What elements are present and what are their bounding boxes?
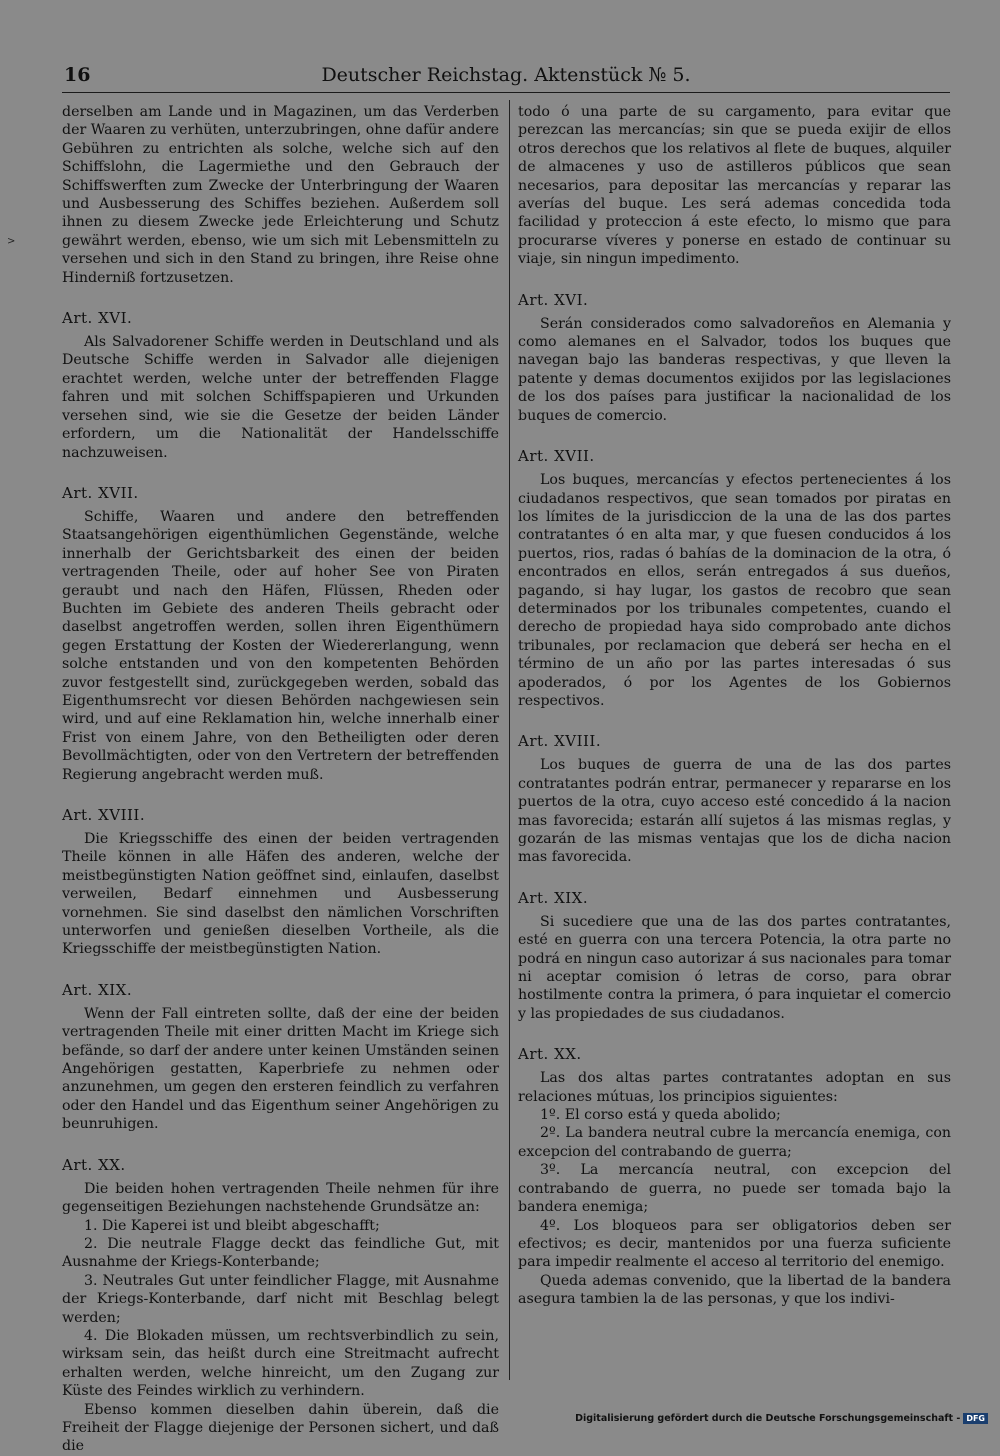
list-item: 1º. El corso está y queda abolido; bbox=[540, 1107, 781, 1124]
paragraph: Las dos altas partes contratantes adoptan en sus relaciones mútuas, los principios siguientes: bbox=[518, 1070, 951, 1105]
german-column bbox=[62, 103, 499, 1456]
paragraph: derselben am Lande und in Magazinen, um das Verderben der Waaren zu verhüten, unterzubringen, ohne dafür andere Gebühren zu entrichten als solche, welche sich auf den Schiffslohn, die Lagermiethe und den Gebrauch der Schiffswerften zum Zwecke der Unterbringung der Waaren und Ausbesserung des Schiffes beziehen. Außerdem soll ihnen zu diesem Zwecke jede Erleichterung und Schutz gewährt werden, ebenso, wie um sich mit Lebensmitteln zu versehen und sich in den Stand zu bringen, ihre Reise ohne Hinderniß fortzusetzen. bbox=[62, 104, 499, 286]
article-heading: Art. XVIII. bbox=[62, 806, 146, 824]
article-heading: Art. XVI. bbox=[518, 290, 589, 309]
column-divider bbox=[509, 100, 510, 1380]
page-title: Deutscher Reichstag. Aktenstück № 5. bbox=[321, 64, 691, 86]
paragraph: Die beiden hohen vertragenden Theile nehmen für ihre gegenseitigen Beziehungen nachstehende Grundsätze an: bbox=[62, 1180, 499, 1216]
article-heading: Art. XVIII. bbox=[518, 732, 602, 751]
article-heading: Art. XVI. bbox=[62, 309, 133, 328]
list-item: 2. Die neutrale Flagge deckt das feindliche Gut, mit Ausnahme der Kriegs-Konterbande; bbox=[62, 1235, 499, 1271]
paragraph: Serán considerados como salvadoreños en Alemania y como alemanes en el Salvador, todos los buques que navegan bajo las banderas respectivas, y que lleven la patente y demas documentos exijidos por las legislaciones de los dos países para justificar la nacionalidad de los buques de comercio. bbox=[518, 315, 951, 424]
paragraph: Los buques de guerra de una de las dos partes contratantes podrán entrar, permanecer y repararse en los puertos de la otra, cuyo acceso esté concedido á la nacion mas favorecida; estarán allí sujetos á las mismas reglas, y gozarán de las mismas ventajas que los de dicha nacion mas favorecida. bbox=[518, 757, 951, 866]
paragraph: Los buques, mercancías y efectos pertenecientes á los ciudadanos respectivos, que sean tomados por piratas en los límites de la jurisdiccion de la una de las dos partes contratantes ó en alta mar, y que fuesen conducidos á los puertos, rios, radas ó bahías de la dominacion de la otra, ó encontrados en ellos, serán entregados á sus dueños, pagando, si hay lugar, los gastos de recobro que sean determinados por los tribunales competentes, cuando el derecho de propiedad haya sido comprobado ante dichos tribunales, por reclamacion que deberá ser hecha en el término de un año por las partes interesadas ó sus apoderados, ó por los Agentes de los Gobiernos respectivos. bbox=[518, 472, 951, 709]
article-heading: Art. XX. bbox=[62, 1155, 126, 1174]
article-heading: Art. XX. bbox=[518, 1045, 582, 1064]
paragraph: todo ó una parte de su cargamento, para evitar que perezcan las mercancías; sin que se pueda exijir de ellos otros derechos que los relativos al flete de buques, alquiler de almacenes y uso de astilleros públicos que sean necesarios, para depositar las mercancías y reparar las averías del buque. Les será ademas concedida toda facilidad y proteccion á este efecto, lo mismo que para procurarse víveres y ponerse en estado de continuar su viaje, sin ningun impedimento. bbox=[518, 104, 951, 268]
paragraph: Schiffe, Waaren und andere den betreffenden Staatsangehörigen eigenthümlichen Gegenstände, welche innerhalb der Gerichtsbarkeit des einen der beiden vertragenden Theile, oder auf hoher See von Piraten geraubt und nach den Häfen, Flüssen, Rheden oder Buchten im Gebiete des anderen Theils gebracht oder daselbst angetroffen werden, sollen ihren Eigenthümern gegen Erstattung der Kosten der Wiedererlangung, wenn solche entstanden und von den kompetenten Behörden zuvor festgestellt sind, zurückgegeben werden, sobald das Eigenthumsrecht vor diesen Behörden nachgewiesen sein wird, und auf eine Reklamation hin, welche innerhalb einer Frist von einem Jahre, von den Betheiligten oder deren Bevollmächtigten, oder von den Vertretern der betreffenden Regierung angebracht werden muß. bbox=[62, 508, 499, 783]
list-item: 3. Neutrales Gut unter feindlicher Flagge, mit Ausnahme der Kriegs-Konterbande, darf nicht mit Beschlag belegt werden; bbox=[62, 1272, 499, 1326]
list-item: 4. Die Blokaden müssen, um rechtsverbindlich zu sein, wirksam sein, das heißt durch eine Streitmacht aufrecht erhalten werden, welche hinreicht, um den Zugang zur Küste des Feindes wirklich zu verhindern. bbox=[62, 1327, 499, 1400]
paragraph: Die Kriegsschiffe des einen der beiden vertragenden Theile können in alle Häfen des anderen, welche der meistbegünstigten Nation geöffnet sind, einlaufen, daselbst verweilen, Bedarf einnehmen und Ausbesserung vornehmen. Sie sind daselbst den nämlichen Vorschriften unterworfen und genießen dieselben Vortheile, als die Kriegsschiffe der meistbegünstigten Nation. bbox=[62, 831, 499, 958]
list-item: 1. Die Kaperei ist und bleibt abgeschafft; bbox=[84, 1217, 380, 1234]
page-number: 16 bbox=[64, 64, 91, 86]
paragraph: Si sucediere que una de las dos partes contratantes, esté en guerra con una tercera Potencia, la otra parte no podrá en ningun caso autorizar á sus nacionales para tomar ni aceptar comision ó letras de corso, para obrar hostilmente contra la primera, ó para inquietar el comercio y las propiedades de sus ciudadanos. bbox=[518, 913, 951, 1022]
footer-text: Digitalisierung gefördert durch die Deutsche Forschungsgemeinschaft - bbox=[575, 1413, 961, 1424]
page-header bbox=[62, 62, 950, 93]
paragraph: Queda ademas convenido, que la libertad de la bandera asegura tambien la de las personas, y que los indivi- bbox=[518, 1272, 951, 1308]
spanish-column bbox=[518, 103, 951, 1309]
paragraph: Als Salvadorener Schiffe werden in Deutschland und als Deutsche Schiffe werden in Salvador alle diejenigen erachtet werden, welche unter der betreffenden Flagge fahren und mit solchen Schiffspapieren und Urkunden versehen sind, wie sie die Gesetze der beiden Länder erfordern, um die Nationalität der Handelsschiffe nachzuweisen. bbox=[62, 334, 499, 461]
dfg-logo: DFG bbox=[963, 1413, 988, 1424]
list-item: 2º. La bandera neutral cubre la mercancía enemiga, con excepcion del contrabando de guerra; bbox=[518, 1125, 951, 1160]
list-item: 3º. La mercancía neutral, con excepcion del contrabando de guerra, no puede ser tomada bajo la bandera enemiga; bbox=[518, 1162, 951, 1216]
article-heading: Art. XVII. bbox=[62, 483, 139, 502]
margin-mark: > bbox=[7, 236, 16, 247]
digitization-footer bbox=[575, 1413, 988, 1424]
article-heading: Art. XVII. bbox=[518, 447, 595, 466]
paragraph: Ebenso kommen dieselben dahin überein, daß die Freiheit der Flagge diejenige der Personen sichert, und daß die bbox=[62, 1401, 499, 1455]
article-heading: Art. XIX. bbox=[518, 888, 589, 907]
paragraph: Wenn der Fall eintreten sollte, daß der eine der beiden vertragenden Theile mit einer dritten Macht im Kriege sich befände, so darf der andere unter keinen Umständen seinen Angehörigen gestatten, Kaperbriefe zu nehmen oder anzunehmen, um gegen den ersteren feindlich zu verfahren oder den Handel und das Eigenthum seiner Angehörigen zu beunruhigen. bbox=[62, 1005, 499, 1133]
article-heading: Art. XIX. bbox=[62, 980, 133, 999]
list-item: 4º. Los bloqueos para ser obligatorios deben ser efectivos; es decir, mantenidos por una fuerza suficiente para impedir realmente el acceso al territorio del enemigo. bbox=[518, 1217, 951, 1271]
